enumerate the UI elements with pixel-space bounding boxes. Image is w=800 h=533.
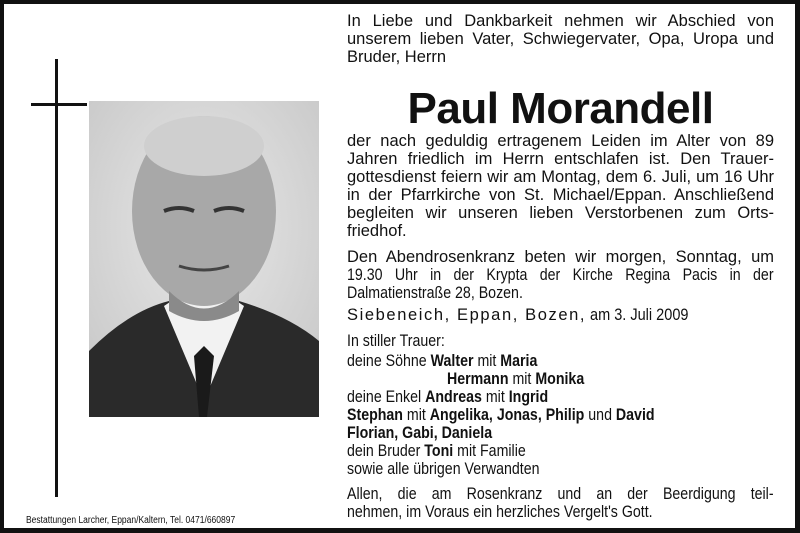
mourner-text: dein Bruder <box>347 442 425 460</box>
mourner-line <box>447 370 800 388</box>
mourner-name: Stephan <box>347 406 403 424</box>
mourner-text: mit Familie <box>453 442 526 460</box>
mourner-text: und <box>584 406 616 424</box>
portrait-photo <box>89 101 319 417</box>
service-info-line: friedhof. <box>347 222 407 240</box>
place: Siebeneich, Eppan, Bozen, <box>347 306 587 324</box>
obituary-notice <box>4 4 795 528</box>
mourner-text: deine Söhne <box>347 352 431 370</box>
mourner-name: Hermann <box>447 370 509 388</box>
thanks-line: nehmen, im Voraus ein herzliches Vergelt's Gott. <box>347 503 653 521</box>
mourner-line <box>347 352 774 370</box>
thanks-line: Allen, die am Rosenkranz und an der Beerdigung teil- <box>347 485 774 503</box>
mourner-line <box>347 424 774 442</box>
rosary-info-line: 19.30 Uhr in der Krypta der Kirche Regina Pacis in der <box>347 266 774 284</box>
mourner-text: mit <box>481 388 509 406</box>
mourner-text: sowie alle übrigen Verwandten <box>347 460 540 478</box>
place-date-line <box>347 306 774 324</box>
mourner-line <box>347 460 774 478</box>
mourner-name: Florian, Gabi, Daniela <box>347 424 493 442</box>
cross-icon-bar <box>31 103 87 106</box>
service-info-line: Jahren friedlich im Herrn entschlafen ist. Den Trauer- <box>347 150 774 168</box>
intro-line: In Liebe und Dankbarkeit nehmen wir Abschied von <box>347 12 774 30</box>
mourner-text: mit <box>402 406 430 424</box>
service-info-line: der nach geduldig ertragenem Leiden im Alter von 89 <box>347 132 774 150</box>
date: am 3. Juli 2009 <box>590 306 689 324</box>
mourner-name: David <box>615 406 655 424</box>
mourner-text: mit <box>508 370 536 388</box>
deceased-name: Paul Morandell <box>407 84 714 133</box>
rosary-info-line: Dalmatienstraße 28, Bozen. <box>347 284 523 302</box>
mourner-name: Monika <box>535 370 585 388</box>
cross-icon <box>55 59 58 497</box>
mourner-name: Maria <box>500 352 538 370</box>
funeral-home-credit: Bestattungen Larcher, Eppan/Kaltern, Tel. 0471/660897 <box>26 515 236 526</box>
mourner-line <box>347 388 774 406</box>
mourner-text: mit <box>473 352 501 370</box>
intro-line: unserem lieben Vater, Schwiegervater, Opa, Uropa und <box>347 30 774 48</box>
mourner-line <box>347 442 774 460</box>
service-info-line: begleiten wir unseren lieben Verstorbenen zum Orts- <box>347 204 774 222</box>
mourner-text: deine Enkel <box>347 388 426 406</box>
mourner-name: Toni <box>424 442 454 460</box>
rosary-info-line: Den Abendrosenkranz beten wir morgen, Sonntag, um <box>347 248 774 266</box>
intro-line: Bruder, Herrn <box>347 48 447 66</box>
mourner-name: Andreas <box>425 388 482 406</box>
mourner-name: Walter <box>430 352 474 370</box>
mourner-name: Angelika, Jonas, Philip <box>429 406 585 424</box>
mourning-heading: In stiller Trauer: <box>347 332 445 350</box>
service-info-line: in der Pfarrkirche von St. Michael/Eppan. Anschließend <box>347 186 774 204</box>
mourner-name: Ingrid <box>508 388 549 406</box>
mourner-line <box>347 406 774 424</box>
service-info-line: gottesdienst feiern wir am Montag, dem 6. Juli, um 16 Uhr <box>347 168 774 186</box>
